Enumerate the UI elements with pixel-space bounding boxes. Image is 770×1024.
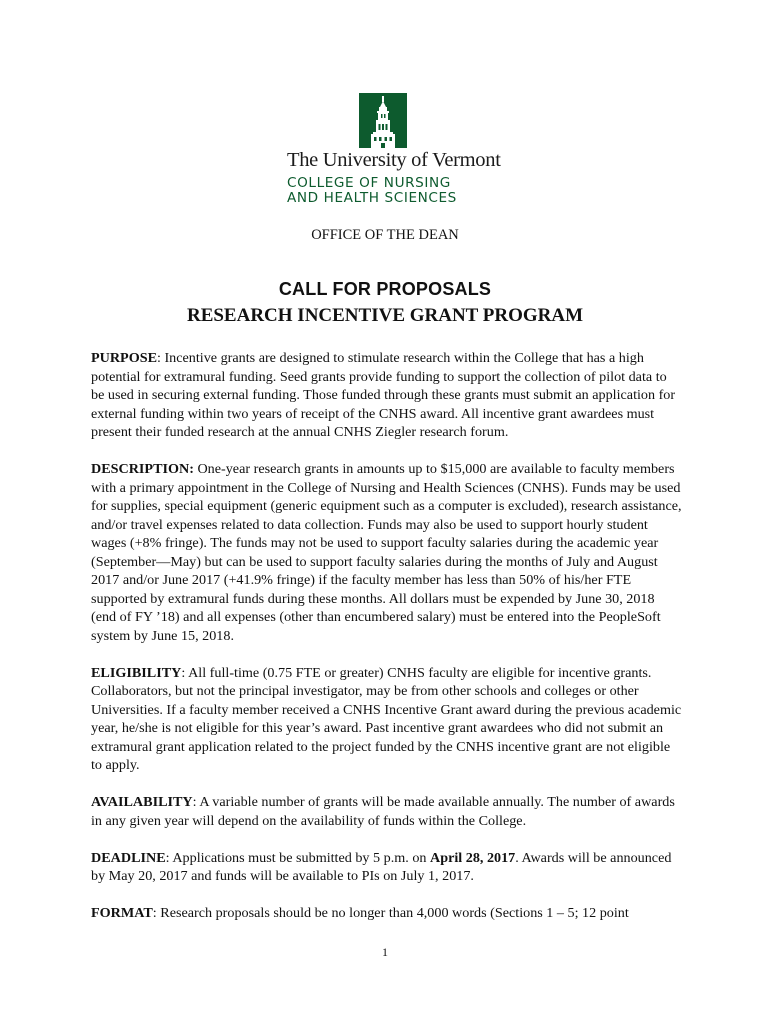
format-text: : Research proposals should be no longer than 4,000 words (Sections 1 – 5; 12 point [152,905,629,921]
deadline-date: April 28, 2017 [430,849,516,866]
description-text: One-year research grants in amounts up to $15,000 are available to faculty members with a primary appointment in the College of Nursing and Health Sciences (CNHS). Funds may be used for supplies, special equipment (generic equipment such as a computer is excluded), research assistance, and/or travel expenses related to data collection. Funds may also be used to support hourly student wages (+8% fringe). The funds may not be used to support faculty salaries during the academic year (September—May) but can be used to support faculty salaries during the months of July and August 2017 and/or June 2017 (+41.9% fringe) if the faculty member has less than 50% of his/her FTE supported by extramural funds during these months. All dollars must be expended by June 30, 2018 (end of FY ’18) and all expenses (other than encumbered salary) must be entered into the PeopleSoft system by June 15, 2018. [91,461,682,644]
description-section [91,460,683,645]
document-title: CALL FOR PROPOSALS [278,279,492,299]
deadline-label: DEADLINE [91,849,166,866]
availability-section [91,793,683,830]
availability-text: : A variable number of grants will be made available annually. The number of awards in any given year will depend on the availability of funds within the College. [91,794,675,829]
deadline-section [91,849,683,886]
purpose-text: : Incentive grants are designed to stimulate research within the College that has a high potential for extramural funding. Seed grants provide funding to support the collection of pilot data to be used in securing external funding. Those funded through these grants must submit an application for external funding within two years of receipt of the CNHS award. All incentive grant awardees must present their funded research at the annual CNHS Ziegler research forum. [91,350,676,440]
old-mill-tower-icon [359,93,407,148]
availability-label: AVAILABILITY [91,794,193,810]
university-name: The University of Vermont [287,149,501,171]
office-heading: OFFICE OF THE DEAN [311,227,459,243]
eligibility-label: ELIGIBILITY [91,664,182,681]
format-label: FORMAT [91,905,153,921]
deadline-text-after: . Awards will be announced by May 20, 2017 and funds will be available to PIs on July 1, 2017. [91,849,672,884]
document-subtitle: RESEARCH INCENTIVE GRANT PROGRAM [186,305,584,326]
purpose-section [91,349,683,442]
eligibility-section [91,664,683,775]
format-section [91,904,683,923]
page-number: 1 [382,945,388,959]
uvm-cnhs-logo [287,93,501,213]
document-body [91,349,683,941]
purpose-label: PURPOSE [91,350,157,366]
description-label: DESCRIPTION: [91,461,194,477]
college-name-line1: COLLEGE OF NURSING [287,175,451,191]
college-name-line2: AND HEALTH SCIENCES [287,190,457,206]
deadline-text-before: : Applications must be submitted by 5 p.m. on [165,849,430,866]
eligibility-text: : All full-time (0.75 FTE or greater) CNHS faculty are eligible for incentive grants. Collaborators, but not the principal investigator, may be from other schools and colleges or other Universities. If a faculty member received a CNHS Incentive Grant award during the previous academic year, he/she is not eligible for this year’s award. Past incentive grant awardees who did not submit an extramural grant application related to the project funded by the CNHS incentive grant are not eligible to apply. [91,664,682,773]
